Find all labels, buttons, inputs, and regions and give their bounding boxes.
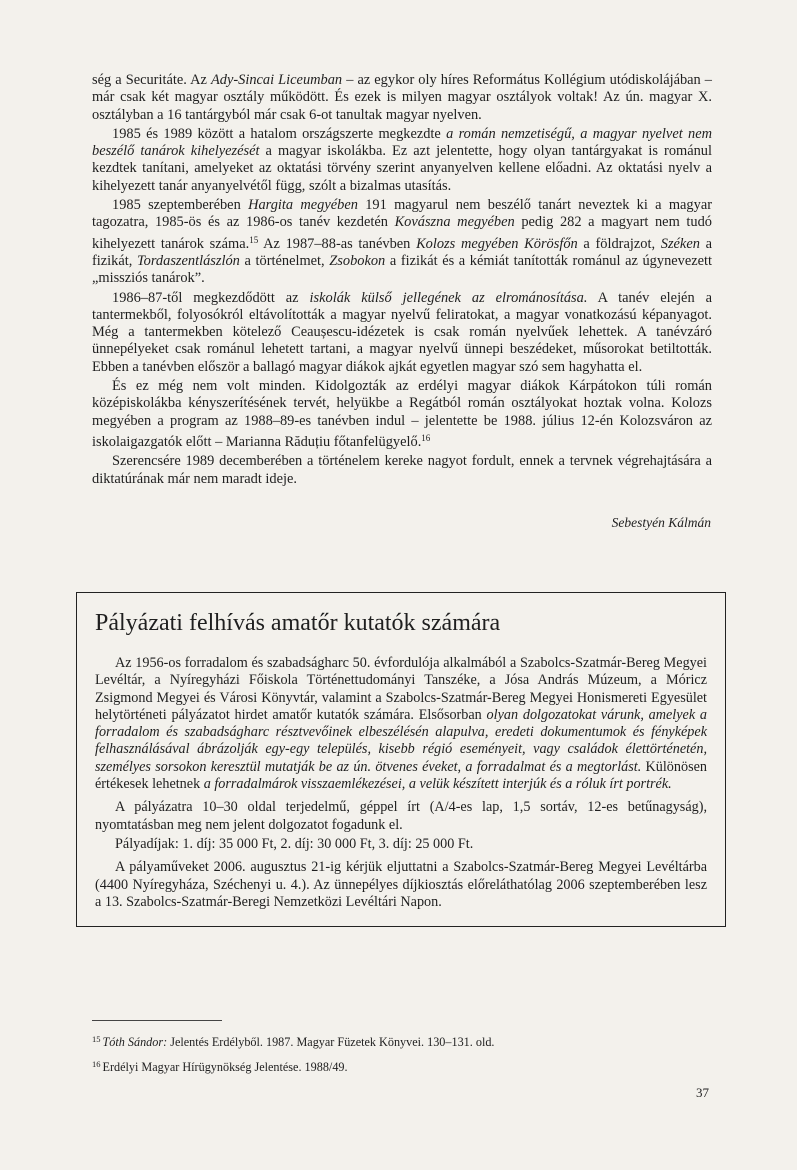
page-number: 37 [696,1085,709,1100]
footnote-16: $^{16}$ Erdélyi Magyar Hírügynökség Jelentése. 1988/49. [92,1059,348,1074]
footnote-ref-15: 15 [249,234,259,245]
callout-paragraph-4: A pályaműveket 2006. augusztus 21-ig kérjük eljuttatni a Szabolcs-Szatmár-Bereg Megyei Levéltárba (4400 Nyíregyháza, Széchenyi u. 4.). Az ünnepélyes díjkiosztás előreláthatólag 2006 szeptemberében lesz a 13. Szabolcs-Szatmár-Beregi Nemzetközi Levéltári Napon. [95,859,707,910]
author-signature: Sebestyén Kálmán [611,515,711,530]
paragraph-2: 1985 és 1989 között a hatalom országszerte megkezdte a román nemzetiségű, a magyar nyelvet nem beszélő tanárok kihelyezését a magyar iskolákba. Ez azt jelentette, hogy olyan tantárgyakat is románul kezdtek tanítani, amelyeket az oktatási törvény szerint anyanyelven kellene előadni. Az oktatási nyelv a kihelyezett tanár anyanyelvétől függ, szólt a bizalmas utasítás. [92,125,713,194]
call-for-papers-box [76,592,726,927]
footnote-divider [92,1020,222,1021]
callout-paragraph-3: Pályadíjak: 1. díj: 35 000 Ft, 2. díj: 30 000 Ft, 3. díj: 25 000 Ft. [115,835,474,852]
article-body [92,72,712,490]
footnote-15: $^{15}$ Tóth Sándor: Jelentés Erdélyből. 1987. Magyar Füzetek Könyvei. 130–131. old. [92,1034,495,1049]
footnote-ref-16: 16 [421,432,431,443]
callout-paragraph-1: Az 1956-os forradalom és szabadságharc 50. évfordulója alkalmából a Szabolcs-Szatmár-Bereg Megyei Levéltár, a Nyíregyházi Főiskola Történettudományi Tanszéke, a Jósa András Múzeum, a Móricz Zsigmond Megyei és Városi Könyvtár, valamint a Szabolcs-Szatmár-Bereg Megyei Honismereti Egyesület helytörténeti pályázatot hirdet amatőr kutatók számára. Elsősorban olyan dolgozatokat várunk, amelyek a forradalom és szabadságharc résztvevőinek elbeszélésén alapulva, eredeti dokumentumok és fényképek felhasználásával ábrázolják egy-egy település, kisebb régió eseményeit, vagy családok élettörténetén, személyes sorsokon keresztül mutatják be az ún. ötvenes éveket, a forradalmat és a megtorlást. Különösen értékesek lehetnek a forradalmárok visszaemlékezései, a velük készített interjúk és a róluk írt portrék. [95,655,708,793]
callout-title: Pályázati felhívás amatőr kutatók számára [95,610,501,636]
paragraph-1: ség a Securitáte. Az Ady-Sincai Liceumban – az egykor oly híres Református Kollégium utódiskolájában – már csak két magyar osztály működött. És ezek is milyen magyar osztályok voltak! Az ún. magyar X. osztályban a 16 tantárgyból már csak 6-ot tanultak magyar nyelven. [92,72,713,123]
paragraph-5: És ez még nem volt minden. Kidolgozták az erdélyi magyar diákok Kárpátokon túli román középiskolákba kényszerítésének tervét, helyükbe a Regátból román osztályokat hoztak volna. Kolozs megyében a program az 1988–89-es tanévben indul – jelentette be 1988. július 12-én Kolozsváron az iskolaigazgatók előtt – Marianna Răduțiu főtanfelügyelő.$^{16}$ [92,378,712,450]
paragraph-3: 1985 szeptemberében Hargita megyében 191 magyarul nem beszélő tanárt neveztek ki a magyar tagozatra, 1985-ös és az 1986-os tanév kezdetén Kovászna megyében pedig 282 a magyart nem tudó kihelyezett tanárok száma.$^{15}$ Az 1987–88-as tanévben Kolozs megyében Körösfőn a földrajzot, Széken a fizikát, Tordaszentlászlón a történelmet, Zsobokon a fizikát és a kémiát tanították románul az úgynevezett „missziós tanárok”. [92,197,713,287]
paragraph-6: Szerencsére 1989 decemberében a történelem kereke nagyot fordult, ennek a tervnek végrehajtására a diktatúrának már nem maradt ideje. [92,453,712,487]
callout-paragraph-2: A pályázatra 10–30 oldal terjedelmű, géppel írt (A/4-es lap, 1,5 sortáv, 12-es betűnagyság), nyomtatásban meg nem jelent dolgozatot fogadunk el. [95,799,707,833]
callout-text [95,655,707,911]
paragraph-4: 1986–87-től megkezdődött az iskolák külső jellegének az elrománosítása. A tanév elején a tantermekből, folyosókról eltávolították a magyar nyelvű feliratokat, a magyar vonatkozású képanyagot. Még a tantermekben kötelező Ceaușescu-idézetek is csak román nyelvűek lehettek. A tanévzáró ünnepélyeket csak románul lehetett tartani, a magyar nyelvű ünnepi beszédeket, műsorokat betiltották. Ebben a tanévben először a ballagó magyar diákok ajkát egyetlen magyar szó sem hagyhatta el. [92,289,712,375]
footnotes [92,1028,692,1078]
